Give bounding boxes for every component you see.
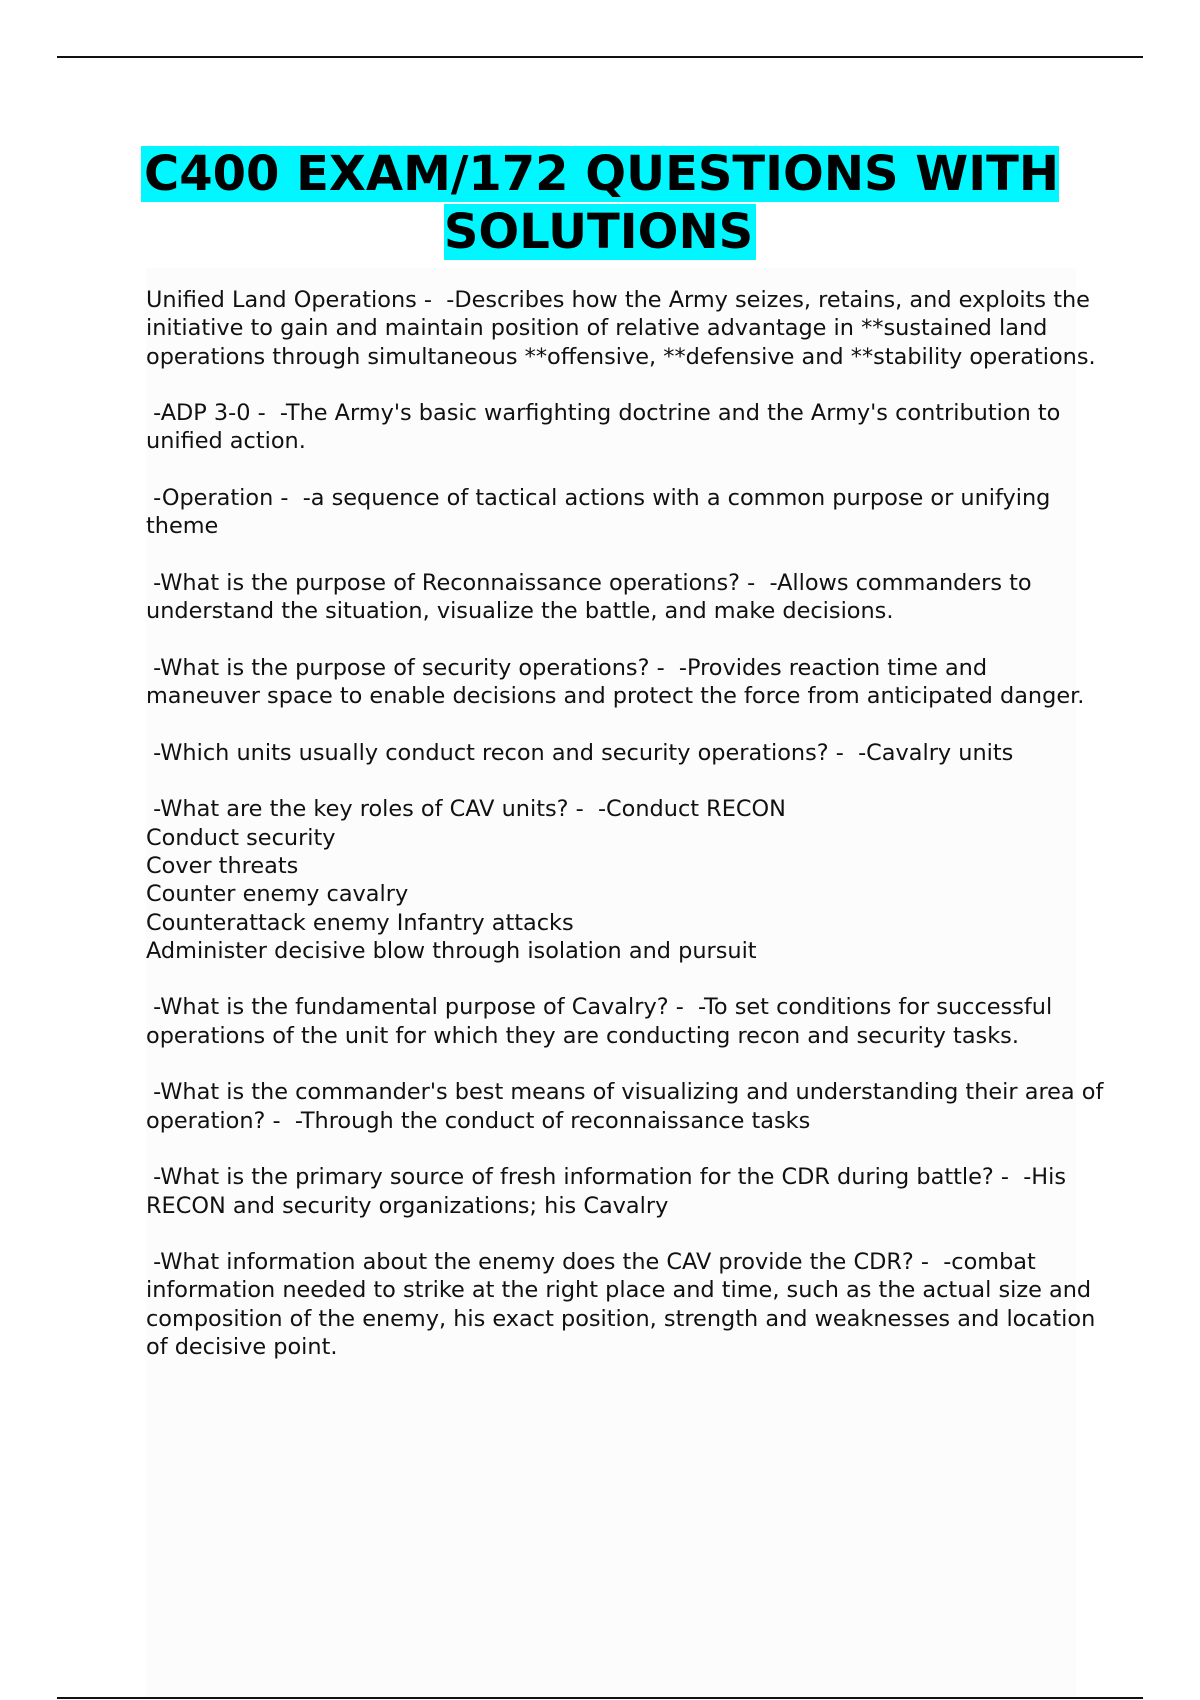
qa-entry: -Which units usually conduct recon and security operations? - -Cavalry units xyxy=(146,739,1014,766)
qa-entry: -What is the commander's best means of visualizing and understanding their area of operation? - -Through the conduct of reconnaissance tasks xyxy=(146,1079,1111,1134)
qa-entry: -What is the fundamental purpose of Cavalry? - -To set conditions for successful operations of the unit for which they are conducting recon and security tasks. xyxy=(146,994,1060,1049)
qa-entry: -Operation - -a sequence of tactical actions with a common purpose or unifying theme xyxy=(146,485,1058,540)
title-highlight: C400 EXAM/172 QUESTIONS WITH SOLUTIONS xyxy=(141,146,1059,260)
qa-entry: -What is the primary source of fresh information for the CDR during battle? - -His RECON and security organizations; his Cavalry xyxy=(146,1164,1074,1219)
qa-entry: Unified Land Operations - -Describes how the Army seizes, retains, and exploits the initiative to gain and maintain position of relative advantage in **sustained land operations through simultaneous **offensive, **defensive and **stability operations. xyxy=(146,287,1098,370)
qa-entry: -What is the purpose of security operations? - -Provides reaction time and maneuver space to enable decisions and protect the force from anticipated danger. xyxy=(146,654,1085,710)
qa-list xyxy=(146,286,1111,1390)
qa-entry: -What information about the enemy does the CAV provide the CDR? - -combat information needed to strike at the right place and time, such as the actual size and composition of the enemy, his exact position, strength and weaknesses and location of decisive point. xyxy=(146,1249,1103,1360)
document-title xyxy=(0,145,1200,261)
footer-rule xyxy=(57,1697,1143,1699)
qa-entry: -What are the key roles of CAV units? - -Conduct RECON Conduct security Cover threats Counter enemy cavalry Counterattack enemy Infantry attacks Administer decisive blow through isolation and pursuit xyxy=(146,796,786,964)
header-rule xyxy=(57,56,1143,58)
qa-entry: -What is the purpose of Reconnaissance operations? - -Allows commanders to understand the situation, visualize the battle, and make decisions. xyxy=(146,569,1039,625)
qa-entry: -ADP 3-0 - -The Army's basic warfighting doctrine and the Army's contribution to unified action. xyxy=(146,400,1068,455)
